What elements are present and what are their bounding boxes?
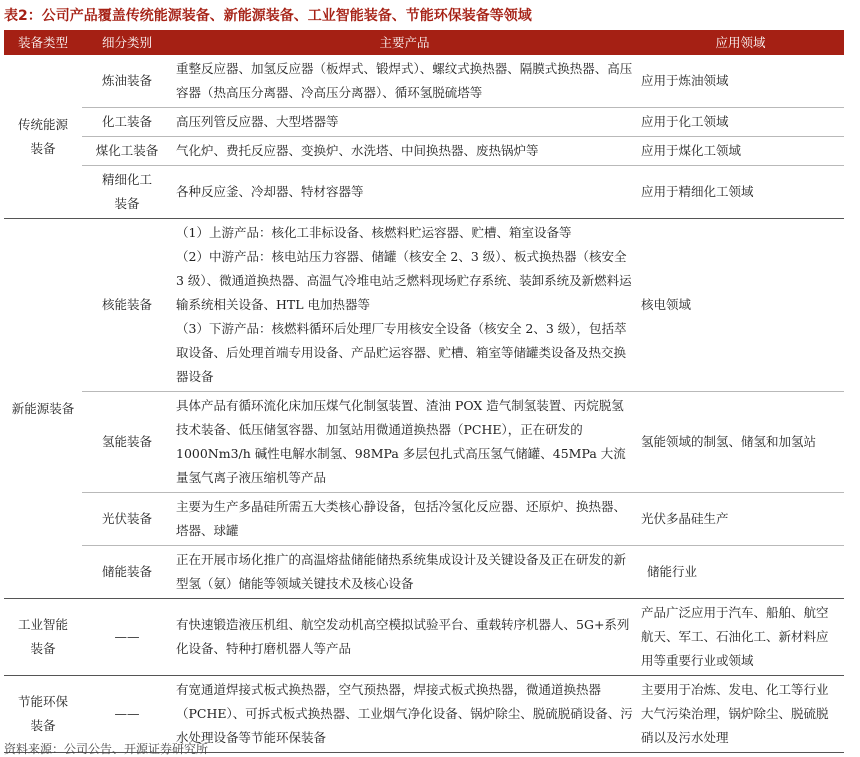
table-row [4,599,844,676]
products-line: （2）中游产品：核电站压力容器、储罐（核安全 2、3 级）、板式换热器（核安全 3 级）、微通道换热器、高温气冷堆电站乏燃料现场贮存系统、装卸系统及新燃料运输系统相关设备、HTL 电加热器等 [176,249,632,312]
subcategory-cell: 化工装备 [82,108,172,137]
category-industrial-intelligent: 工业智能装备 [4,599,82,676]
header-application: 应用领域 [637,30,844,55]
header-subcategory: 细分类别 [82,30,172,55]
table-title: 表2：公司产品覆盖传统能源装备、新能源装备、工业智能装备、节能环保装备等领域 [4,8,532,24]
subcategory-cell: 储能装备 [82,546,172,599]
table-row [4,137,844,166]
subcategory-cell: —— [82,599,172,676]
products-line: （1）上游产品：核化工非标设备、核燃料贮运容器、贮槽、箱室设备等 [176,225,572,240]
products-cell: 各种反应釜、冷却器、特材容器等 [172,166,637,219]
subcategory-cell: 精细化工装备 [82,166,172,219]
subcategory-cell: 煤化工装备 [82,137,172,166]
application-cell: 应用于精细化工领域 [637,166,844,219]
products-cell: 高压列管反应器、大型塔器等 [172,108,637,137]
application-cell: 主要用于冶炼、发电、化工等行业大气污染治理，锅炉除尘、脱硫脱硝以及污水处理 [637,676,844,753]
table-row [4,108,844,137]
application-cell: 应用于炼油领域 [641,73,729,88]
source-note: 资料来源：公司公告、开源证券研究所 [4,742,209,756]
products-cell [172,219,637,392]
header-row [4,30,844,55]
subcategory-cell: 核能装备 [82,219,172,392]
table-row [4,392,844,493]
products-cell: 气化炉、费托反应器、变换炉、水洗塔、中间换热器、废热锅炉等 [172,137,637,166]
subcategory-cell: 氢能装备 [82,392,172,493]
products-cell: 有快速锻造液压机组、航空发动机高空模拟试验平台、重载转序机器人、5G+系列化设备、特种打磨机器人等产品 [172,599,637,676]
application-cell: 核电领域 [637,219,844,392]
category-energy-saving-environmental: 节能环保装备 [4,676,82,753]
application-cell: 储能行业 [637,546,844,599]
products-cell: 具体产品有循环流化床加压煤气化制氢装置、渣油 POX 造气制氢装置、丙烷脱氢技术装备、低压储氢容器、加氢站用微通道换热器（PCHE），正在研发的 1000Nm3/h 碱性电解水制氢、98MPa 多层包扎式高压氢气储罐、45MPa 大流量氢气离子液压缩机等产品 [172,392,637,493]
products-cell: 主要为生产多晶硅所需五大类核心静设备，包括冷氢化反应器、还原炉、换热器、塔器、球罐 [172,493,637,546]
header-type: 装备类型 [4,30,82,55]
application-cell: 应用于化工领域 [637,108,844,137]
category-new-energy: 新能源装备 [4,219,82,599]
application-cell: 应用于煤化工领域 [637,137,844,166]
table-row [4,546,844,599]
category-traditional-energy: 传统能源装备 [4,55,82,219]
subcategory-cell: 光伏装备 [82,493,172,546]
table-row [4,166,844,219]
products-cell: 有宽通道焊接式板式换热器，空气预热器，焊接式板式换热器，微通道换热器（PCHE）、可拆式板式换热器、工业烟气净化设备、锅炉除尘、脱硫脱硝设备、污水处理设备等节能环保装备 [172,676,637,753]
application-cell: 产品广泛应用于汽车、船舶、航空航天、军工、石油化工、新材料应用等重要行业或领域 [637,599,844,676]
products-cell: 重整反应器、加氢反应器（板焊式、锻焊式）、螺纹式换热器、隔膜式换热器、高压容器（热高压分离器、冷高压分离器）、循环氢脱硫塔等 [176,61,633,100]
application-cell: 光伏多晶硅生产 [637,493,844,546]
header-products: 主要产品 [172,30,637,55]
table-row [4,55,844,108]
subcategory-cell: 炼油装备 [101,73,152,88]
table-row [4,219,844,392]
table-row [4,493,844,546]
application-cell: 氢能领域的制氢、储氢和加氢站 [637,392,844,493]
products-cell: 正在开展市场化推广的高温熔盐储能储热系统集成设计及关键设备及正在研发的新型氢（氨）储能等领域关键技术及核心设备 [172,546,637,599]
product-table [4,30,844,753]
products-line: （3）下游产品：核燃料循环后处理厂专用核安全设备（核安全 2、3 级），包括萃取设备、后处理首端专用设备、产品贮运容器、贮槽、箱室等储罐类设备及热交换器设备 [176,321,627,384]
subcategory-cell: —— [82,676,172,753]
